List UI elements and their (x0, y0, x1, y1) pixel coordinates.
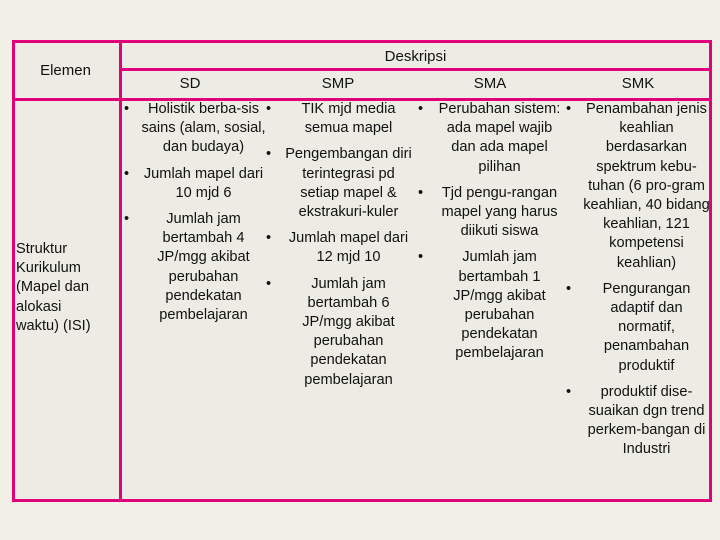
smp-column (266, 100, 414, 397)
sma-item: • Tjd pengu-rangan mapel yang harus diikuti siswa (418, 184, 564, 242)
smk-heading: SMK (621, 75, 655, 92)
smp-item: • TIK mjd media semua mapel (266, 100, 414, 138)
sma-item: • Jumlah jam bertambah 1 JP/mgg akibat perubahan pendekatan pembelajaran (418, 248, 564, 363)
smp-item: • Pengembangan diri terintegrasi pd setiap mapel & ekstrakuri-kuler (266, 145, 414, 222)
struktur-kurikulum-label: Struktur Kurikulum (Mapel dan alokasi waktu) (ISI) (16, 241, 91, 334)
smk-column (566, 100, 710, 467)
smk-item: • produktif dise-suaikan dgn trend perkem-bangan di Industri (566, 383, 710, 460)
sma-column (418, 100, 564, 371)
sd-item: • Jumlah jam bertambah 4 JP/mgg akibat perubahan pendekatan pembelajaran (124, 210, 266, 325)
smp-item: • Jumlah jam bertambah 6 JP/mgg akibat perubahan pendekatan pembelajaran (266, 275, 414, 390)
smk-item: • Pengurangan adaptif dan normatif, penambahan produktif (566, 280, 710, 376)
deskripsi-header: Deskripsi (384, 48, 447, 65)
smk-item: • Penambahan jenis keahlian berdasarkan spektrum kebu-tuhan (6 pro-gram keahlian, 40 bidang keahlian, 121 kompetensi keahlian) (566, 100, 710, 273)
sd-item: • Holistik berba-sis sains (alam, sosial, dan budaya) (124, 100, 266, 158)
elemen-header: Elemen (40, 62, 91, 79)
sma-heading: SMA (473, 75, 507, 92)
smp-item: • Jumlah mapel dari 12 mjd 10 (266, 229, 414, 267)
smp-heading: SMP (321, 75, 355, 92)
sd-item: • Jumlah mapel dari 10 mjd 6 (124, 165, 266, 203)
sd-heading: SD (179, 75, 201, 92)
sd-column (124, 100, 266, 332)
sma-item: • Perubahan sistem: ada mapel wajib dan ada mapel pilihan (418, 100, 564, 177)
